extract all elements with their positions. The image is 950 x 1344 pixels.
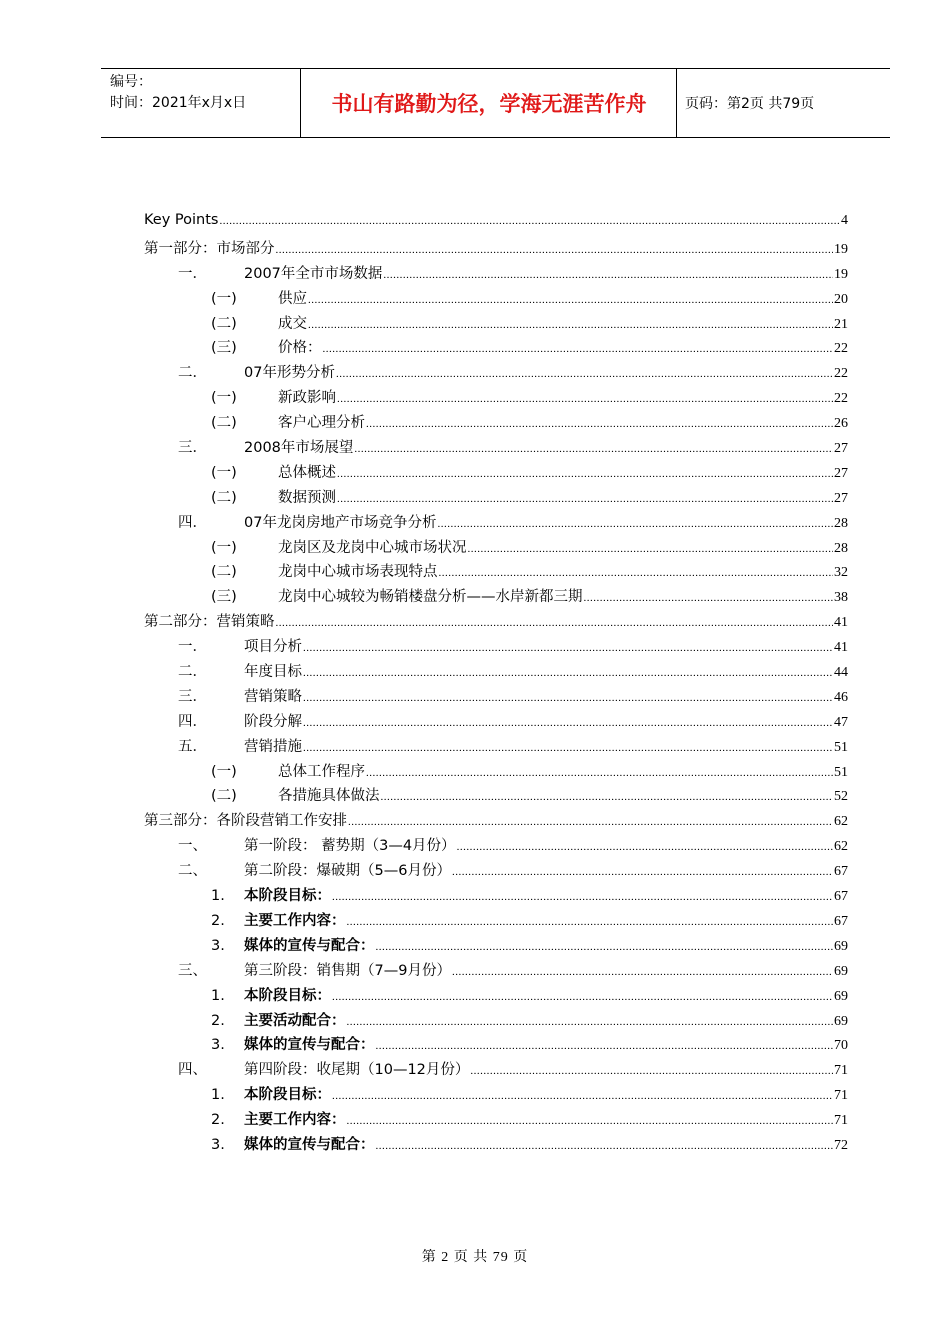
toc-entry-number: (二): [211, 788, 237, 805]
toc-entry-title: 2008年市场展望: [244, 440, 354, 457]
toc-entry-title: 第四阶段：收尾期（10—12月份）: [244, 1062, 470, 1079]
header-page-info: 页码：第2页 共79页: [685, 96, 815, 112]
toc-entry-number: 二、: [178, 863, 207, 880]
toc-entry[interactable]: [144, 959, 848, 984]
toc-leader-dots: [366, 767, 833, 779]
toc-entry-title: 供应: [278, 290, 307, 307]
toc-entry-page: 38: [834, 590, 848, 606]
toc-leader-dots: [303, 717, 833, 729]
toc-entry-title: 第一阶段： 蓄势期（3—4月份）: [244, 838, 456, 855]
toc-entry[interactable]: [144, 436, 848, 461]
toc-leader-dots: [366, 418, 833, 430]
toc-entry-title: 客户心理分析: [278, 415, 365, 432]
toc-entry-number: 一．: [178, 265, 207, 282]
toc-entry-title: 本阶段目标：: [244, 1087, 331, 1104]
toc-entry-page: 28: [834, 540, 848, 556]
toc-entry-title: 本阶段目标：: [244, 987, 331, 1004]
toc-entry-title: 媒体的宣传与配合：: [244, 1037, 375, 1054]
toc-entry[interactable]: [144, 635, 848, 660]
toc-entry[interactable]: [144, 287, 848, 312]
toc-entry-title: 第二部分：营销策略: [144, 614, 275, 631]
toc-entry-page: 27: [834, 465, 848, 481]
toc-leader-dots: [348, 816, 833, 828]
toc-entry-page: 69: [834, 938, 848, 954]
toc-entry-page: 21: [834, 316, 848, 332]
toc-entry[interactable]: [144, 760, 848, 785]
toc-entry-number: (一): [211, 539, 237, 556]
toc-leader-dots: [336, 368, 833, 380]
toc-entry-number: 1.: [211, 987, 225, 1004]
toc-entry[interactable]: [144, 610, 848, 635]
toc-entry-page: 47: [834, 714, 848, 730]
toc-entry-number: 一、: [178, 838, 207, 855]
toc-entry[interactable]: [144, 1033, 848, 1058]
toc-entry-title: 龙岗中心城市场表现特点: [278, 564, 438, 581]
toc-entry-page: 4: [841, 213, 848, 228]
toc-leader-dots: [308, 294, 833, 306]
code-label: 编号：: [110, 74, 152, 90]
toc-entry-title: 第三部分：各阶段营销工作安排: [144, 813, 347, 830]
toc-entry-number: 1.: [211, 1087, 225, 1104]
toc-leader-dots: [452, 966, 833, 978]
toc-entry-page: 71: [834, 1088, 848, 1104]
toc-entry[interactable]: [144, 984, 848, 1009]
toc-entry[interactable]: [144, 312, 848, 337]
toc-entry-title: 数据预测: [278, 489, 336, 506]
toc-entry-page: 19: [834, 241, 848, 257]
toc-entry[interactable]: [144, 461, 848, 486]
toc-entry[interactable]: [144, 660, 848, 685]
toc-entry-title: 项目分析: [244, 639, 302, 656]
toc-leader-dots: [437, 518, 833, 530]
toc-entry[interactable]: [144, 934, 848, 959]
toc-entry-number: 五．: [178, 738, 207, 755]
toc-entry-page: 51: [834, 764, 848, 780]
toc-entry-number: (三): [211, 340, 237, 357]
toc-entry-page: 51: [834, 739, 848, 755]
toc-entry[interactable]: [144, 336, 848, 361]
toc-leader-dots: [303, 667, 833, 679]
toc-entry-number: 2.: [211, 1112, 225, 1129]
toc-leader-dots: [376, 1140, 834, 1152]
toc-entry-page: 46: [834, 689, 848, 705]
toc-entry-title: 营销策略: [244, 688, 302, 705]
toc-leader-dots: [332, 891, 833, 903]
toc-entry-page: 26: [834, 416, 848, 432]
toc-entry-page: 27: [834, 490, 848, 506]
toc-entry-title: 媒体的宣传与配合：: [244, 937, 375, 954]
toc-entry-page: 67: [834, 889, 848, 905]
toc-entry-page: 69: [834, 963, 848, 979]
toc-entry-title: 年度目标: [244, 664, 302, 681]
toc-entry[interactable]: [144, 685, 848, 710]
toc-entry[interactable]: [144, 784, 848, 809]
toc-entry-page: 41: [834, 640, 848, 656]
toc-entry-page: 52: [834, 789, 848, 805]
toc-entry-number: (一): [211, 464, 237, 481]
toc-entry-number: 三、: [178, 962, 207, 979]
toc-entry-title: 龙岗中心城较为畅销楼盘分析——水岸新都三期: [278, 589, 583, 606]
toc-leader-dots: [337, 493, 833, 505]
toc-entry-number: (二): [211, 415, 237, 432]
toc-entry-page: 22: [834, 391, 848, 407]
toc-leader-dots: [381, 791, 834, 803]
toc-entry-number: 3.: [211, 1136, 225, 1153]
toc-entry-number: 四．: [178, 514, 207, 531]
page-footer: 第 2 页 共 79 页: [421, 1250, 529, 1265]
toc-entry-title: 营销措施: [244, 738, 302, 755]
toc-entry-page: 69: [834, 988, 848, 1004]
toc-entry-number: 1.: [211, 888, 225, 905]
toc-entry[interactable]: [144, 1083, 848, 1108]
toc-entry[interactable]: [144, 834, 848, 859]
toc-leader-dots: [303, 642, 833, 654]
table-of-contents: [144, 212, 848, 1158]
toc-entry-page: 22: [834, 341, 848, 357]
toc-entry-page: 32: [834, 565, 848, 581]
toc-entry[interactable]: [144, 1058, 848, 1083]
toc-entry-page: 20: [834, 291, 848, 307]
toc-entry-number: 四．: [178, 713, 207, 730]
toc-entry[interactable]: [144, 710, 848, 735]
toc-entry-page: 62: [834, 814, 848, 830]
toc-leader-dots: [308, 319, 833, 331]
toc-leader-dots: [347, 916, 834, 928]
toc-entry[interactable]: [144, 859, 848, 884]
toc-entry-page: 22: [834, 366, 848, 382]
toc-entry-number: 三．: [178, 440, 207, 457]
toc-entry-title: 本阶段目标：: [244, 888, 331, 905]
toc-leader-dots: [347, 1016, 834, 1028]
toc-leader-dots: [337, 393, 833, 405]
toc-entry[interactable]: [144, 1009, 848, 1034]
toc-entry-page: 70: [834, 1038, 848, 1054]
toc-entry-title: 阶段分解: [244, 713, 302, 730]
toc-entry[interactable]: [144, 560, 848, 585]
toc-entry[interactable]: [144, 1133, 848, 1158]
toc-entry-title: 第三阶段：销售期（7—9月份）: [244, 962, 451, 979]
toc-entry-number: (二): [211, 564, 237, 581]
toc-entry-page: 28: [834, 515, 848, 531]
toc-entry[interactable]: [144, 361, 848, 386]
toc-entry-title: 07年龙岗房地产市场竞争分析: [244, 514, 437, 531]
toc-leader-dots: [376, 941, 834, 953]
toc-entry-title: 各措施具体做法: [278, 788, 380, 805]
toc-entry[interactable]: [144, 909, 848, 934]
toc-entry-number: 3.: [211, 1037, 225, 1054]
toc-entry-number: 三．: [178, 688, 207, 705]
toc-leader-dots: [439, 567, 834, 579]
toc-entry[interactable]: [144, 486, 848, 511]
toc-entry[interactable]: [144, 536, 848, 561]
toc-entry-title: 2007年全市市场数据: [244, 265, 383, 282]
toc-entry[interactable]: [144, 511, 848, 536]
toc-entry-number: (二): [211, 315, 237, 332]
toc-leader-dots: [457, 841, 833, 853]
toc-entry-page: 62: [834, 839, 848, 855]
toc-leader-dots: [276, 244, 834, 256]
toc-entry-title: 主要工作内容：: [244, 912, 346, 929]
toc-leader-dots: [323, 343, 834, 355]
toc-entry-title: 龙岗区及龙岗中心城市场状况: [278, 539, 467, 556]
toc-entry[interactable]: [144, 585, 848, 610]
toc-entry-number: 2.: [211, 912, 225, 929]
toc-leader-dots: [332, 1090, 833, 1102]
toc-entry-page: 69: [834, 1013, 848, 1029]
toc-entry-page: 71: [834, 1113, 848, 1129]
toc-entry-number: (一): [211, 290, 237, 307]
toc-entry-page: 67: [834, 864, 848, 880]
toc-leader-dots: [303, 692, 833, 704]
toc-leader-dots: [584, 592, 834, 604]
toc-leader-dots: [337, 468, 833, 480]
toc-entry-title: Key Points: [144, 212, 219, 228]
toc-leader-dots: [452, 866, 833, 878]
toc-entry-title: 主要工作内容：: [244, 1112, 346, 1129]
toc-entry-title: 媒体的宣传与配合：: [244, 1136, 375, 1153]
toc-entry[interactable]: [144, 1108, 848, 1133]
toc-entry-page: 72: [834, 1137, 848, 1153]
toc-entry-number: 二．: [178, 365, 207, 382]
toc-entry-title: 07年形势分析: [244, 365, 335, 382]
toc-entry-page: 41: [834, 615, 848, 631]
toc-entry[interactable]: [144, 735, 848, 760]
toc-entry-page: 67: [834, 913, 848, 929]
header-motto: 书山有路勤为径，学海无涯苦作舟: [302, 69, 677, 137]
toc-entry-page: 27: [834, 441, 848, 457]
toc-entry[interactable]: [144, 386, 848, 411]
time-label: 时间：2021年x月x日: [110, 95, 247, 111]
page-header: [101, 68, 890, 138]
toc-entry-number: (三): [211, 589, 237, 606]
header-meta: [101, 69, 301, 137]
toc-entry-page: 44: [834, 665, 848, 681]
toc-entry-number: (二): [211, 489, 237, 506]
toc-entry-title: 成交: [278, 315, 307, 332]
toc-entry-number: (一): [211, 390, 237, 407]
toc-entry[interactable]: [144, 212, 848, 237]
toc-entry-number: 二．: [178, 664, 207, 681]
toc-leader-dots: [219, 215, 840, 227]
toc-entry-page: 19: [834, 266, 848, 282]
toc-entry-title: 主要活动配合：: [244, 1012, 346, 1029]
toc-entry-title: 第二阶段：爆破期（5—6月份）: [244, 863, 451, 880]
toc-leader-dots: [468, 543, 834, 555]
toc-leader-dots: [470, 1065, 833, 1077]
toc-entry-number: 2.: [211, 1012, 225, 1029]
toc-entry[interactable]: [144, 411, 848, 436]
toc-entry-title: 第一部分：市场部分: [144, 240, 275, 257]
toc-entry-title: 价格：: [278, 340, 322, 357]
toc-entry-title: 新政影响: [278, 390, 336, 407]
toc-leader-dots: [303, 742, 833, 754]
toc-entry[interactable]: [144, 262, 848, 287]
toc-entry-number: 一．: [178, 639, 207, 656]
toc-entry[interactable]: [144, 237, 848, 262]
toc-leader-dots: [332, 991, 833, 1003]
toc-entry-title: 总体概述: [278, 464, 336, 481]
toc-leader-dots: [376, 1040, 834, 1052]
toc-entry[interactable]: [144, 809, 848, 834]
toc-leader-dots: [383, 269, 833, 281]
toc-entry-number: 3.: [211, 937, 225, 954]
toc-entry-number: (一): [211, 763, 237, 780]
toc-entry-title: 总体工作程序: [278, 763, 365, 780]
toc-leader-dots: [354, 443, 833, 455]
toc-leader-dots: [276, 617, 834, 629]
toc-entry-number: 四、: [178, 1062, 207, 1079]
toc-entry[interactable]: [144, 884, 848, 909]
toc-entry-page: 71: [834, 1063, 848, 1079]
toc-leader-dots: [347, 1115, 834, 1127]
